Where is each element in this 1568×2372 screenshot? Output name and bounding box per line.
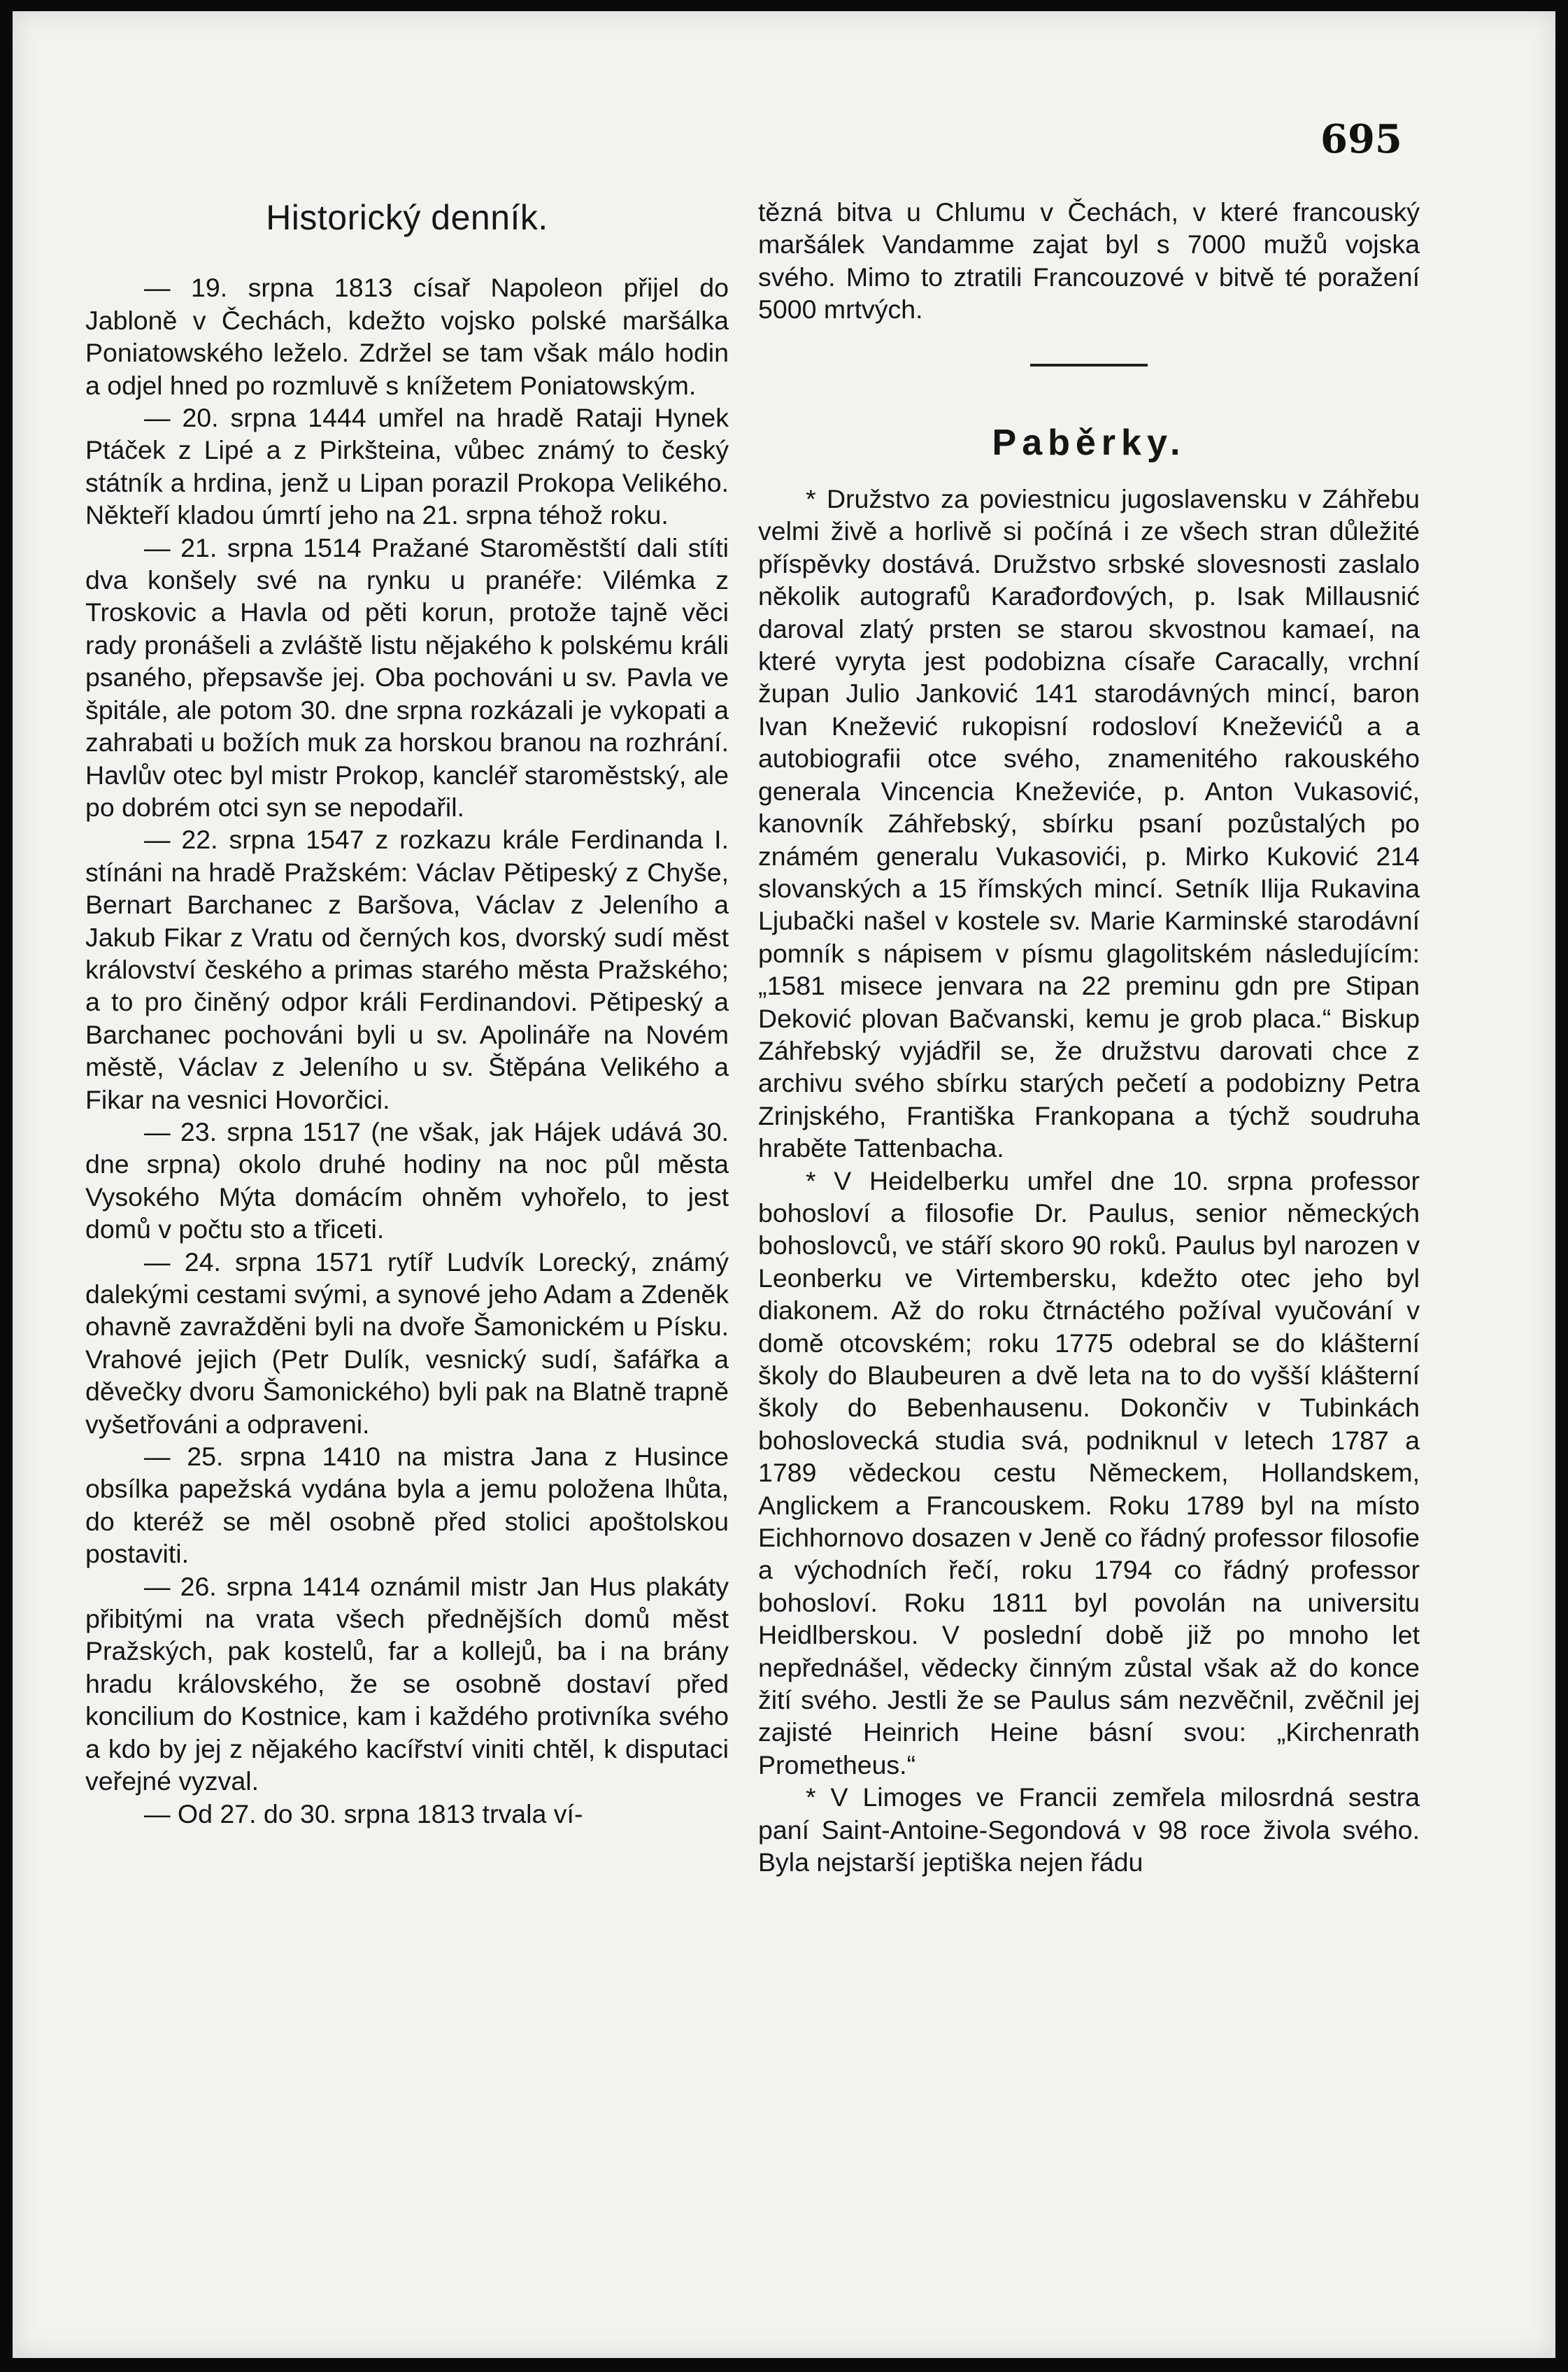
news-note: * V Limoges ve Francii zemřela milosrdná sestra paní Saint-Antoine-Segondová v 98 roce živola svého. Byla nejstarší jeptiška nejen řádu [758,1782,1420,1877]
right-column [758,196,1420,1879]
diary-entry: — 21. srpna 1514 Pražané Staroměstští dali stíti dva konšely své na rynku u pranéře: Vilémka z Troskovic a Havla od pěti korun, protože tajně věci rady pronášeli a zvláště listu nějakého k polskému králi psaného, přepsavše jej. Oba pochováni u sv. Pavla ve špitále, ale potom 30. dne srpna rozkázali je vykopati a zahrabati u božích muk za horskou branou na rozhrání. Havlův otec byl mistr Prokop, kancléř staroměstský, ale po dobrém otci syn se nepodařil. [85,532,729,822]
left-column [85,198,729,1830]
continued-entry: tězná bitva u Chlumu v Čechách, v které francouský maršálek Vandamme zajat byl s 7000 mužů vojska svého. Mimo to ztratili Francouzové v bitvě té poražení 5000 mrtvých. [758,197,1420,325]
news-note: * V Heidelberku umřel dne 10. srpna professor bohosloví a filosofie Dr. Paulus, senior německých bohoslovců, ve stáří skoro 90 roků. Paulus byl narozen v Leonberku ve Virtembersku, kdežto otec jeho byl diakonem. Až do roku čtrnáctého požíval vyučování v domě otcovském; roku 1775 odebral se do klášterní školy do Blaubeuren a dvě leta na to do vyšší klášterní školy do Bebenhausenu. Dokončiv v Tubinkách bohoslovecká studia svá, podniknul v letech 1787 a 1789 vědeckou cestu Německem, Hollandskem, Anglickem a Francouskem. Roku 1789 byl na místo Eichhornovo dosazen v Jeně co řádný professor filosofie a východních řečí, roku 1794 co řádný professor bohosloví. Roku 1811 byl povolán na universitu Heidlberskou. V poslední době již po mnoho let nepřednášel, vědecky činným zůstal však až do konce žití svého. Jestli že se Paulus sám nezvěčnil, zvěčnil jej zajisté Heinrich Heine básní svou: „Kirchenrath Prometheus.“ [758,1165,1420,1780]
diary-entry: — 26. srpna 1414 oznámil mistr Jan Hus plakáty přibitými na vrata všech přednějších domů měst Pražských, pak kostelů, far a kollejů, ba i na brány hradu královského, že se osobně dostaví před koncilium do Kostnice, kam i každého protivníka svého a kdo by jej z nějakého kacířství viniti chtěl, k disputaci veřejné vyzval. [85,1571,729,1796]
newspaper-page [13,11,1555,2358]
diary-entry: — 19. srpna 1813 císař Napoleon přijel do Jabloně v Čechách, kdežto vojsko polské maršálka Poniatowského leželo. Zdržel se tam však málo hodin a odjel hned po rozmluvě s knížetem Poniatowským. [85,273,729,400]
section-divider [1030,364,1148,367]
diary-entry: — Od 27. do 30. srpna 1813 trvala ví- [144,1798,583,1828]
diary-entry: — 20. srpna 1444 umřel na hradě Rataji Hynek Ptáček z Lipé a z Pirkšteina, vůbec známý to český státník a hrdina, jenž u Lipan porazil Prokopa Velikého. Někteří kladou úmrtí jeho na 21. srpna téhož roku. [85,403,729,530]
diary-entry: — 22. srpna 1547 z rozkazu krále Ferdinanda I. stínáni na hradě Pražském: Václav Pětipeský z Chyše, Bernart Barchanec z Baršova, Václav z Jeleního a Jakub Fikar z Vratu od černých kos, dvorský sudí měst království českého a primas starého města Pražského; a to pro činěný odpor králi Ferdinandovi. Pětipeský a Barchanec pochováni byli u sv. Apolináře na Novém městě, Václav z Jeleního u sv. Štěpána Velikého a Fikar na vesnici Hovorčici. [85,825,729,1114]
news-note: * Družstvo za poviestnicu jugoslavensku v Záhřebu velmi živě a horlivě si počíná i ze všech stran důležité příspěvky dostává. Družstvo srbské slovesnosti zaslalo několik autografů Karađorđových, p. Isak Millausnić daroval zlatý prsten se starou skvostnou kamaeí, na které vyryta jest podobizna císaře Caracally, vrchní župan Julio Janković 141 starodávných mincí, baron Ivan Knežević rukopisní rodosloví Kneževićů a a autobiografii otce svého, znamenitého rakouského generala Vincencia Kneževiće, p. Anton Vukasović, kanovník Záhřebský, sbírku psaní pozůstalých po známém generalu Vukasovići, p. Mirko Kuković 214 slovanských a 15 římských mincí. Setník Ilija Rukavina Ljubački našel v kostele sv. Marie Karminské starodávní pomník s nápisem v písmu glagolitském následujícím: „1581 misece jenvara na 22 preminu gdn pre Stipan Deković plovan Bačvanski, kemu je grob placa.“ Biskup Záhřebský vyjádřil se, že družstvu darovati chce z archivu svého sbírku starých pečetí a podobizny Petra Zrinjského, Františka Frankopana a týchž soudruha hraběte Tattenbacha. [758,484,1420,1163]
diary-entry: — 24. srpna 1571 rytíř Ludvík Lorecký, známý dalekými cestami svými, a synové jeho Adam a Zdeněk ohavně zavražděni byli na dvoře Šamonickém u Písku. Vrahové jejich (Petr Dulík, vesnický sudí, šafářka a děvečky dvoru Šamonického) byli pak na Blatně trapně vyšetřováni a odpraveni. [85,1247,729,1439]
section-title-gleanings: Paběrky. [992,422,1186,463]
diary-entry: — 25. srpna 1410 na mistra Jana z Husince obsílka papežská vydána byla a jemu položena lhůta, do kteréž se měl osobně před stolici apoštolskou postaviti. [85,1442,729,1569]
page-number: 695 [1320,116,1402,162]
diary-entry: — 23. srpna 1517 (ne však, jak Hájek udává 30. dne srpna) okolo druhé hodiny na noc půl města Vysokého Mýta domácím ohněm vyhořelo, to jest domů v počtu sto a třiceti. [85,1116,729,1244]
section-title-historical-diary: Historický denník. [266,198,548,237]
